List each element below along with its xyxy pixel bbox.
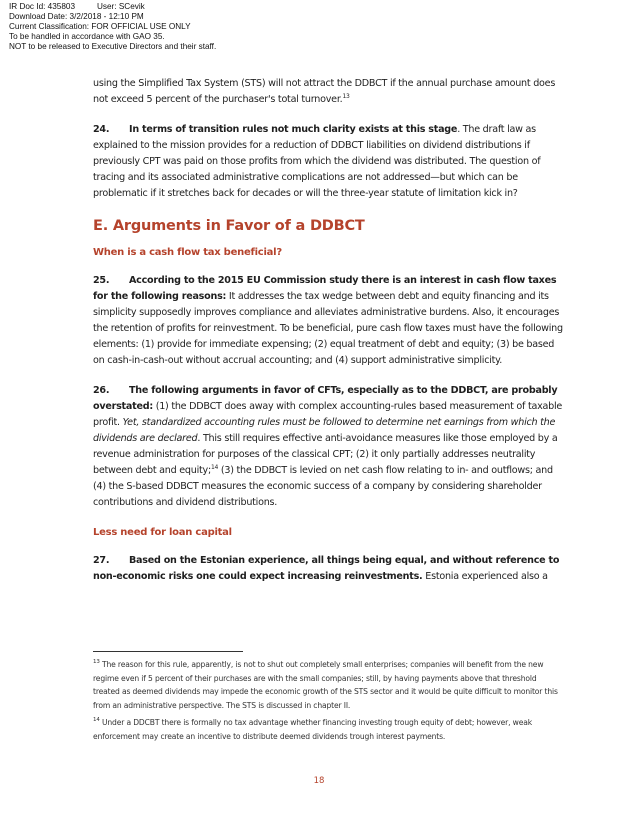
handling-note: To be handled in accordance with GAO 35. [9, 32, 165, 41]
footnote-14 [93, 716, 563, 743]
doc-id: IR Doc Id: 435803 [9, 2, 75, 11]
paragraph-lead: The following arguments in favor of CFTs, especially as to the DDBCT, are probably overstated: [93, 385, 558, 412]
classification: Current Classification: FOR OFFICIAL USE ONLY [9, 22, 191, 31]
subheading-loan-capital: Less need for loan capital [93, 527, 232, 538]
paragraph-text: Estonia experienced also a [422, 571, 548, 582]
footnote-ref-14[interactable]: 14 [210, 464, 219, 471]
paragraph-text: . The draft law as explained to the mission provides for a reduction of DDBCT liabilities on dividend distributions if previously CPT was paid on those profits from which the dividend was distributed. The question of tracing and its associated administrative complications are not addressed—but which can be problematic if it stretches back for decades or will the three-year statute of limitation kick in? [93, 124, 541, 199]
footnote-ref-13[interactable]: 13 [342, 93, 350, 100]
intro-paragraph [93, 76, 563, 108]
paragraph-text-a: (1) the DDBCT does away with complex accounting-rules based measurement of taxable profit. [93, 401, 563, 428]
footnotes [93, 658, 563, 747]
document-header [9, 2, 216, 52]
paragraph-27 [93, 553, 563, 585]
paragraph-number: 26. [93, 385, 110, 396]
paragraph-number: 24. [93, 124, 110, 135]
paragraph-lead: In terms of transition rules not much clarity exists at this stage [129, 124, 458, 135]
paragraph-lead: According to the 2015 EU Commission study there is an interest in cash flow taxes for the following reasons: [93, 275, 557, 302]
download-date: Download Date: 3/2/2018 - 12:10 PM [9, 12, 144, 21]
footnote-text: The reason for this rule, apparently, is not to shut out completely small enterprises; companies will benefit from the new regime even if 5 percent of their purchases are with the small companies; still, by having payments above that threshold treated as deemed dividends may impede the economic growth of the STS sector and it would be quite difficult to monitor this from an administrative perspective. The STS is discussed in chapter II. [93, 660, 558, 710]
section-heading: E. Arguments in Favor of a DDBCT [93, 218, 365, 234]
footnote-text: Under a DDCBT there is formally no tax advantage whether financing investing trough equity of debt; however, weak enforcement may create an incentive to distribute deemed dividends trough interest payments. [93, 718, 532, 741]
footnote-number: 13 [93, 659, 100, 665]
paragraph-24 [93, 122, 563, 202]
paragraph-text: It addresses the tax wedge between debt and equity financing and its simplicity supposedly improves compliance and alleviates administrative burdens. Also, it encourages the retention of profits for reinvestment. To be beneficial, pure cash flow taxes must have the following elements: (1) provide for immediate expensing; (2) equal treatment of debt and equity; (3) be based on cash-in-cash-out without accrual accounting; and (4) support administrative simplicity. [93, 291, 563, 366]
paragraph-26 [93, 383, 563, 511]
paragraph-number: 25. [93, 275, 110, 286]
paragraph-italic: Yet, standardized accounting rules must be followed to determine net earnings from which the dividends are declared [93, 417, 556, 444]
paragraph-text-b: . This still requires effective anti-avoidance measures like those employed by a revenue administration for purposes of the classical CPT; (2) it only partially addresses neutrality between debt and equity; [93, 433, 558, 476]
paragraph-lead: Based on the Estonian experience, all things being equal, and without reference to non-economic risks one could expect increasing reinvestments. [93, 555, 560, 582]
footnote-13 [93, 658, 563, 712]
page-number: 18 [313, 776, 325, 786]
footnote-divider [93, 651, 243, 652]
user-name: User: SCevik [97, 2, 145, 11]
header-row-1 [9, 2, 216, 12]
paragraph-25 [93, 273, 563, 369]
footnote-number: 14 [93, 717, 100, 723]
page-body [93, 76, 563, 599]
subheading-cash-flow: When is a cash flow tax beneficial? [93, 247, 282, 258]
paragraph-number: 27. [93, 555, 110, 566]
intro-text: using the Simplified Tax System (STS) will not attract the DDBCT if the annual purchase amount does not exceed 5 percent of the purchaser's total turnover. [93, 78, 556, 105]
release-note: NOT to be released to Executive Directors and their staff. [9, 42, 217, 51]
paragraph-text-c: (3) the DDBCT is levied on net cash flow relating to in- and outflows; and (4) the S-based DDBCT measures the economic success of a company by considering shareholder contributions and dividend distributions. [93, 465, 553, 508]
